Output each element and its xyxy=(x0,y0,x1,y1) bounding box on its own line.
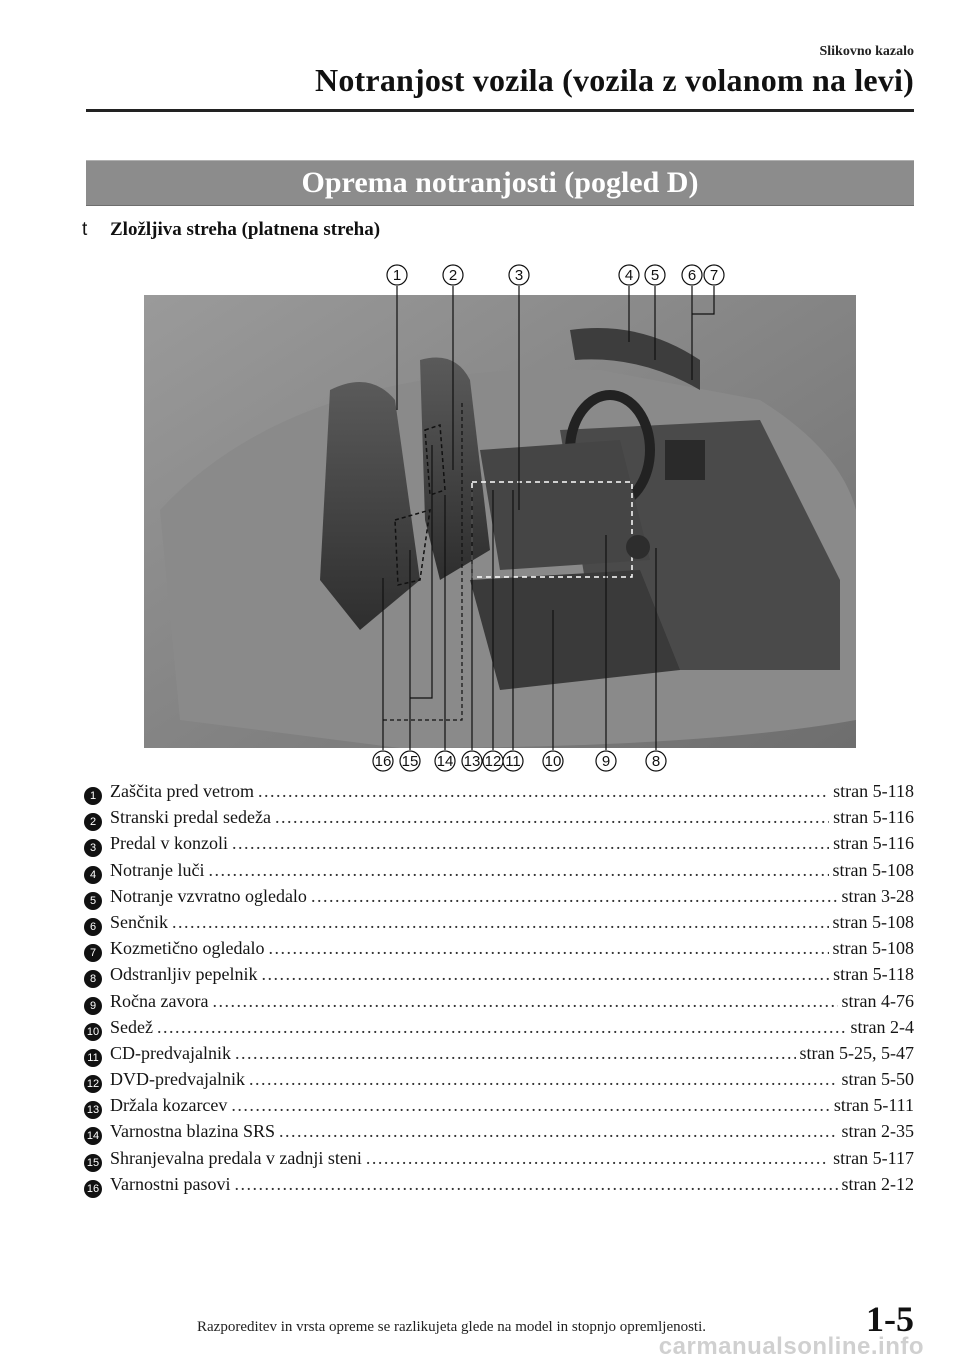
legend-label: Predal v konzoli xyxy=(110,833,228,854)
legend-label: Sedež xyxy=(110,1016,153,1037)
svg-text:2: 2 xyxy=(448,267,458,284)
callout-11 xyxy=(503,751,523,771)
leader-dots xyxy=(311,886,838,907)
callout-7 xyxy=(704,265,724,285)
page-number: 1-5 xyxy=(866,1299,914,1339)
callouts-bottom xyxy=(373,751,666,771)
legend-label: Zaščita pred vetrom xyxy=(110,781,254,801)
svg-text:5: 5 xyxy=(650,267,660,284)
callout-9 xyxy=(596,751,616,771)
legend-item xyxy=(84,1174,914,1200)
page-reference: stran 5-108 xyxy=(832,938,914,959)
legend-number: 9 xyxy=(84,997,102,1015)
legend-item xyxy=(84,860,914,886)
legend-item xyxy=(84,807,914,833)
page-reference: stran 5-111 xyxy=(833,1095,914,1116)
legend-number: 11 xyxy=(84,1049,102,1067)
legend-number: 5 xyxy=(84,892,102,910)
callout-4 xyxy=(619,265,639,285)
ashtray-shape xyxy=(626,535,650,559)
callout-6 xyxy=(682,265,702,285)
svg-text:6: 6 xyxy=(687,267,697,284)
page-reference: stran 5-108 xyxy=(832,859,914,880)
svg-text:8: 8 xyxy=(651,753,661,770)
page-reference: stran 5-117 xyxy=(833,1147,914,1168)
legend-label: Notranje luči xyxy=(110,859,205,880)
subheading-text: Zložljiva streha (platnena streha) xyxy=(110,219,381,240)
interior-illustration xyxy=(0,250,960,780)
callout-5 xyxy=(645,265,665,285)
svg-text:15: 15 xyxy=(401,753,419,770)
legend-label: Varnostna blazina SRS xyxy=(110,1121,275,1142)
legend-item xyxy=(84,1043,914,1069)
legend-list xyxy=(84,781,914,1200)
leader-dots xyxy=(172,912,829,933)
legend-label: Senčnik xyxy=(110,911,168,932)
legend-number: 13 xyxy=(84,1101,102,1119)
callout-13 xyxy=(462,751,482,771)
legend-number: 4 xyxy=(84,866,102,884)
callout-1 xyxy=(387,265,407,285)
legend-number: 16 xyxy=(84,1180,102,1198)
page-reference: stran 5-108 xyxy=(832,911,914,932)
page-reference: stran 2-35 xyxy=(841,1121,914,1142)
leader-dots xyxy=(232,833,829,854)
page-reference: stran 2-4 xyxy=(850,1016,914,1037)
bullet-marker: t xyxy=(82,219,88,240)
svg-text:4: 4 xyxy=(624,267,634,284)
legend-label: Odstranljiv pepelnik xyxy=(110,964,258,985)
subheading xyxy=(82,219,380,241)
leader-dots xyxy=(275,807,829,828)
page-reference: stran 5-116 xyxy=(833,807,914,828)
leader-dots xyxy=(235,1174,838,1195)
legend-item xyxy=(84,833,914,859)
page-reference: stran 5-116 xyxy=(833,833,914,854)
svg-text:7: 7 xyxy=(709,267,719,284)
svg-text:9: 9 xyxy=(601,753,611,770)
page-reference: stran 2-12 xyxy=(841,1173,914,1194)
svg-text:11: 11 xyxy=(505,753,521,770)
legend-item xyxy=(84,1148,914,1174)
legend-label: Shranjevalna predala v zadnji steni xyxy=(110,1147,362,1168)
legend-number: 7 xyxy=(84,944,102,962)
legend-number: 3 xyxy=(84,839,102,857)
page-reference: stran 5-118 xyxy=(833,781,914,801)
callout-2 xyxy=(443,265,463,285)
leader-dots xyxy=(366,1148,829,1169)
callout-14 xyxy=(435,751,455,771)
legend-item xyxy=(84,781,914,807)
callout-8 xyxy=(646,751,666,771)
svg-text:16: 16 xyxy=(374,753,392,770)
leader-dots xyxy=(208,860,828,881)
legend-label: Držala kozarcev xyxy=(110,1095,228,1116)
legend-number: 1 xyxy=(84,787,102,805)
page-reference: stran 5-118 xyxy=(833,964,914,985)
legend-item xyxy=(84,1121,914,1147)
legend-item xyxy=(84,912,914,938)
leader-dots xyxy=(249,1069,838,1090)
leader-dots xyxy=(235,1043,796,1064)
svg-text:3: 3 xyxy=(514,267,524,284)
legend-label: Notranje vzvratno ogledalo xyxy=(110,885,307,906)
legend-number: 12 xyxy=(84,1075,102,1093)
legend-item xyxy=(84,991,914,1017)
legend-label: Varnostni pasovi xyxy=(110,1173,231,1194)
leader-dots xyxy=(261,964,829,985)
leader-dots xyxy=(231,1095,829,1116)
section-kicker: Slikovno kazalo xyxy=(819,44,914,59)
legend-number: 14 xyxy=(84,1127,102,1145)
watermark: carmanualsonline.info xyxy=(658,1333,924,1360)
page-reference: stran 3-28 xyxy=(841,885,914,906)
legend-number: 2 xyxy=(84,813,102,831)
legend-label: Ročna zavora xyxy=(110,990,209,1011)
legend-label: DVD-predvajalnik xyxy=(110,1069,245,1090)
callout-12 xyxy=(483,751,503,771)
callout-10 xyxy=(543,751,563,771)
callouts-top xyxy=(387,265,724,285)
leader-dots xyxy=(258,781,829,802)
page-title: Notranjost vozila (vozila z volanom na levi) xyxy=(315,62,914,98)
svg-text:13: 13 xyxy=(463,753,481,770)
section-banner: Oprema notranjosti (pogled D) xyxy=(86,160,914,206)
legend-item xyxy=(84,1069,914,1095)
svg-text:12: 12 xyxy=(484,753,502,770)
legend-item xyxy=(84,886,914,912)
legend-label: CD-predvajalnik xyxy=(110,1042,231,1063)
svg-text:1: 1 xyxy=(392,267,402,284)
page-reference: stran 5-25, 5-47 xyxy=(799,1042,914,1063)
legend-number: 10 xyxy=(84,1023,102,1041)
legend-number: 8 xyxy=(84,970,102,988)
leader-dots xyxy=(268,938,828,959)
page-reference: stran 5-50 xyxy=(841,1069,914,1090)
driver-seat xyxy=(480,440,650,570)
legend-item xyxy=(84,938,914,964)
legend-item xyxy=(84,1017,914,1043)
legend-item xyxy=(84,964,914,990)
svg-text:14: 14 xyxy=(436,753,454,770)
footer-note: Razporeditev in vrsta opreme se razlikujeta glede na model in stopnjo opremljenosti. xyxy=(197,1319,707,1335)
callout-16 xyxy=(373,751,393,771)
svg-text:10: 10 xyxy=(544,753,562,770)
leader-dots xyxy=(279,1121,838,1142)
callout-3 xyxy=(509,265,529,285)
callout-15 xyxy=(400,751,420,771)
page-reference: stran 4-76 xyxy=(841,990,914,1011)
interior-photo xyxy=(0,250,960,780)
legend-number: 6 xyxy=(84,918,102,936)
title-rule xyxy=(86,109,914,112)
center-display xyxy=(665,440,705,480)
legend-number: 15 xyxy=(84,1154,102,1172)
leader-dots xyxy=(157,1017,847,1038)
legend-label: Stranski predal sedeža xyxy=(110,807,271,828)
legend-label: Kozmetično ogledalo xyxy=(110,938,265,959)
leader-dots xyxy=(212,991,837,1012)
legend-item xyxy=(84,1095,914,1121)
